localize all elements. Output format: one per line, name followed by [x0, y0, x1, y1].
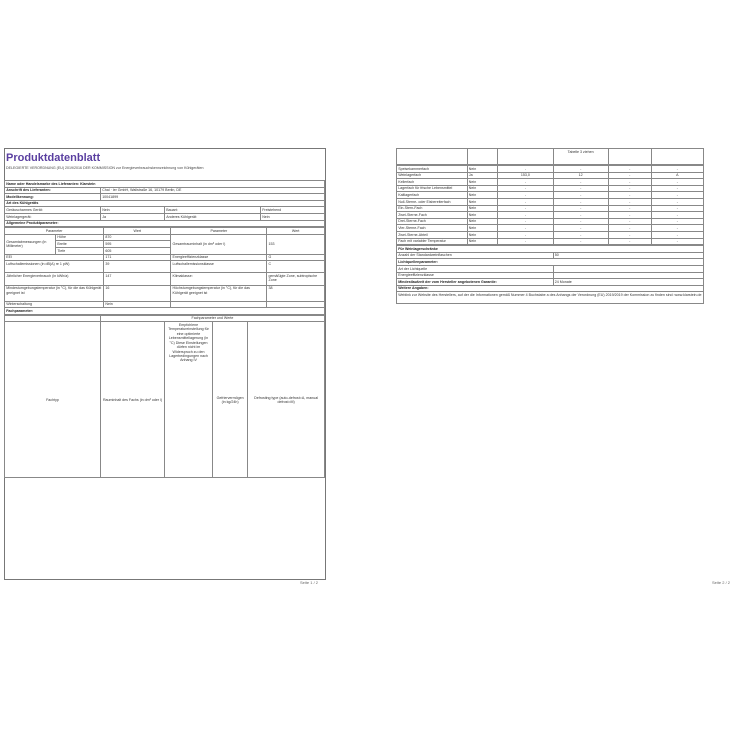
compartment-col-header: Rauminhalt des Fachs (in dm³ oder l) — [101, 322, 165, 478]
compartment-name: Ein-Stern-Fach — [397, 205, 468, 212]
general-header: Allgemeine Produktparameter: — [5, 220, 325, 227]
compartment-cell: - — [553, 212, 608, 219]
param-name: Luftschallemissionsklasse — [171, 261, 267, 273]
compartment-name: Fach mit variabler Temperatur — [397, 238, 468, 245]
compartment-cell: - — [498, 185, 553, 192]
compartment-cell: - — [608, 179, 651, 186]
compartment-cell: Nein — [467, 198, 498, 205]
dim-key: Breite — [56, 241, 104, 248]
value-col-header: Wert — [104, 228, 171, 235]
compartment-cell: - — [498, 192, 553, 199]
compartment-name: Drei-Sterne-Fach — [397, 218, 468, 225]
table-row — [5, 273, 325, 285]
compartment-cell: - — [651, 231, 703, 238]
compartment-cell: - — [498, 212, 553, 219]
compartment-cell: - — [498, 218, 553, 225]
param-col-header: Parameter — [5, 228, 104, 235]
param-name: EEI — [5, 254, 104, 261]
compartment-cell: - — [608, 185, 651, 192]
param-name: Jährlicher Energieverbrauch (in kWh/a) — [5, 273, 104, 285]
wine-value: 50 — [553, 252, 703, 259]
compartment-cell: - — [651, 185, 703, 192]
compartment-cell: - — [553, 238, 608, 245]
type-value: Freistehend — [261, 207, 325, 214]
compartment-col-header: Gefriervermögen (in kg/24h) — [213, 322, 248, 478]
compartment-cell: - — [498, 231, 553, 238]
param-name: Winterschaltung — [5, 301, 104, 308]
compartment-cell: Nein — [467, 238, 498, 245]
compartment-cell: - — [498, 238, 553, 245]
compartment-name: Kaltlagerfach — [397, 192, 468, 199]
table-row — [397, 218, 704, 225]
table-row — [397, 192, 704, 199]
param-value: C — [267, 261, 325, 273]
table-row — [5, 285, 325, 301]
compartment-cell: - — [498, 205, 553, 212]
compartment-cell: Ja — [467, 172, 498, 179]
compartment-cell: - — [553, 231, 608, 238]
table-row — [397, 185, 704, 192]
compartment-cell: - — [498, 166, 553, 173]
compartment-cell: - — [651, 225, 703, 232]
wine-label: Anzahl der Standardweinflaschen — [397, 252, 554, 259]
table-row — [397, 166, 704, 173]
compartment-cell: - — [553, 225, 608, 232]
light-label: Energieeffizienzklasse — [397, 272, 554, 279]
table-row — [5, 301, 325, 308]
compartment-cell: - — [651, 192, 703, 199]
compartment-col-header: Empfohlene Temperatureinstellung für eine optimierte Lebensmittellagerung (in °C) Diese Einstellungen dürfen nicht im Widerspruch zu den Lagerbedingungen nach Anhang IV — [165, 322, 213, 478]
compartment-cell: - — [608, 225, 651, 232]
compartment-cell: Nein — [467, 218, 498, 225]
param-col-header: Parameter — [171, 228, 267, 235]
compartment-col-header: Defrosting type (auto-defrost=A, manual defrost=M) — [248, 322, 325, 478]
param-value: Nein — [104, 301, 171, 308]
dim-value: 595 — [104, 241, 171, 248]
compartment-cell: - — [651, 198, 703, 205]
compartment-cell: Nein — [467, 185, 498, 192]
type-value: Nein — [101, 207, 165, 214]
compartment-cell: - — [553, 185, 608, 192]
param-value: 147 — [104, 273, 171, 285]
supplier-row: Name oder Handelsmarke des Lieferanten: Klarstein — [5, 181, 325, 188]
param-name: Höchstumgebungstemperatur (in °C), für die das Kühlgerät geeignet ist — [171, 285, 267, 301]
table-row — [5, 213, 325, 220]
compartment-cell: - — [498, 225, 553, 232]
compartment-cell: - — [553, 179, 608, 186]
compartment-cell: - — [608, 198, 651, 205]
param-value: 171 — [104, 254, 171, 261]
light-header: Lichtquellenparameter: — [397, 259, 704, 266]
dim-key: Tiefe — [56, 247, 104, 254]
model-label: Modellkennung: — [5, 194, 101, 201]
compartment-cell: - — [608, 166, 651, 173]
param-value: 16 — [104, 285, 171, 301]
volume-value: 153 — [267, 234, 325, 254]
info-header: Weitere Angaben: — [397, 285, 704, 292]
compartment-cell: Nein — [467, 179, 498, 186]
light-value — [553, 272, 703, 279]
table-row — [397, 238, 704, 245]
compartment-cell: - — [553, 166, 608, 173]
compartment-name: Kellerfach — [397, 179, 468, 186]
table-row — [5, 254, 325, 261]
compartment-cell: - — [553, 205, 608, 212]
warranty-label: Mindestlaufzeit der vom Hersteller angebotenen Garantie: — [397, 279, 554, 286]
compartment-cell: Nein — [467, 225, 498, 232]
compartment-cell: - — [553, 218, 608, 225]
compartment-name: Lagerfach für frische Lebensmittel — [397, 185, 468, 192]
param-value: gemäßigte Zone, subtropische Zone — [267, 273, 325, 285]
compartment-cell: 153,0 — [498, 172, 553, 179]
value-col-header: Wert — [267, 228, 325, 235]
compartment-cell: - — [553, 192, 608, 199]
dim-key: Höhe — [56, 234, 104, 241]
param-value: 39 — [104, 261, 171, 273]
compartment-cell: Nein — [467, 166, 498, 173]
compartment-cell: - — [608, 231, 651, 238]
address-label: Anschrift des Lieferanten: — [5, 187, 101, 194]
dim-value: 870 — [104, 234, 171, 241]
volume-label: Gesamtrauminhalt (in dm³ oder l) — [171, 234, 267, 254]
table-row — [397, 205, 704, 212]
compartment-cell: - — [608, 205, 651, 212]
compartment-cell: - — [608, 238, 651, 245]
compartment-name: Speisekammerfach — [397, 166, 468, 173]
table-row — [397, 231, 704, 238]
top-header: Tabelle 3 ziehen — [553, 149, 608, 165]
page-number: Seite 1 / 2 — [300, 580, 319, 585]
regulation-text: DELEGIERTE VERORDNUNG (EU) 2019/2016 DER KOMMISSION zur Energieverbrauchskennzeichnung von Kühlgeräten — [6, 166, 204, 170]
compartment-cell: Nein — [467, 231, 498, 238]
compartment-col-header: Fachtyp — [5, 322, 101, 478]
param-value: 38 — [267, 285, 325, 301]
datasheet-page-2 — [372, 148, 736, 590]
compartment-name: Null-Sterne- oder Eisbereiterfach — [397, 198, 468, 205]
table-row — [397, 172, 704, 179]
table-row — [397, 225, 704, 232]
param-name: Klimaklasse: — [171, 273, 267, 285]
supplier-table — [4, 180, 325, 478]
dims-label: Gesamtabmessungen (in Millimeter) — [5, 234, 56, 254]
model-value: 10041899 — [101, 194, 325, 201]
compartment-cell: - — [651, 166, 703, 173]
param-value: G — [267, 254, 325, 261]
compartment-cell: - — [608, 172, 651, 179]
compartment-cell: - — [553, 198, 608, 205]
address-value: Chal · ler GmbH, Wallstraße 16, 10179 Berlin, DE — [101, 187, 325, 194]
type-label: Geräuscharmes Gerät: — [5, 207, 101, 214]
compartment-cell: - — [651, 238, 703, 245]
compartment-cell: - — [498, 179, 553, 186]
compartment-cell: Nein — [467, 192, 498, 199]
param-name: Energieeffizienzklasse — [171, 254, 267, 261]
param-name — [171, 301, 267, 308]
param-value — [267, 301, 325, 308]
compartment-cell: Nein — [467, 212, 498, 219]
warranty-value: 24 Monate — [553, 279, 703, 286]
compartment-group-header: Fachparameter und Werte — [101, 315, 325, 322]
light-value — [553, 265, 703, 272]
param-name: Luftschallemissionen (in dB(A) re 1 pW) — [5, 261, 104, 273]
type-label: Bauart: — [165, 207, 261, 214]
compartment-cell: - — [608, 212, 651, 219]
type-label: Anderes Kühlgerät: — [165, 213, 261, 220]
compartment-cell: Nein — [467, 205, 498, 212]
light-label: Art der Lichtquelle — [397, 265, 554, 272]
table-row — [5, 207, 325, 214]
compartment-cell: - — [651, 205, 703, 212]
dim-value: 605 — [104, 247, 171, 254]
param-name: Mindestumgebungstemperatur (in °C), für die das Kühlgerät geeignet ist — [5, 285, 104, 301]
compartment-cell: - — [651, 179, 703, 186]
wine-header: Für Weinlagerschränke — [397, 246, 704, 253]
page-title: Produktdatenblatt — [6, 152, 101, 164]
type-label: Weinlagergerät: — [5, 213, 101, 220]
compartment-cell: - — [651, 218, 703, 225]
type-header: Art des Kühlgeräts — [5, 200, 325, 207]
compartment-cell: - — [651, 212, 703, 219]
compartment-cell: A — [651, 172, 703, 179]
compartment-cell: 12 — [553, 172, 608, 179]
compartment-table — [396, 148, 704, 304]
compartment-name: Weinlagerfach — [397, 172, 468, 179]
table-row — [397, 198, 704, 205]
compartment-cell: - — [608, 192, 651, 199]
compartment-name: Vier-Sterne-Fach — [397, 225, 468, 232]
compartment-header: Fachparameter: — [5, 308, 325, 315]
compartment-cell: - — [608, 218, 651, 225]
table-row — [397, 212, 704, 219]
type-value: Nein — [261, 213, 325, 220]
compartment-name: Zwei-Sterne-Fach — [397, 212, 468, 219]
table-row — [397, 179, 704, 186]
page-number: Seite 2 / 2 — [712, 580, 731, 585]
compartment-cell: - — [498, 198, 553, 205]
datasheet-page-1 — [0, 148, 326, 590]
table-row — [5, 261, 325, 273]
type-value: Ja — [101, 213, 165, 220]
compartment-name: Zwei-Sterne-Abteil — [397, 231, 468, 238]
info-text: Weblink zur Website des Herstellers, auf der die Informationen gemäß Nummer 4 Buchstabe a des Anhangs der Verordnung (EU) 2019/2019 der Kommission zu finden sind: www.klarstein.de — [397, 292, 704, 304]
